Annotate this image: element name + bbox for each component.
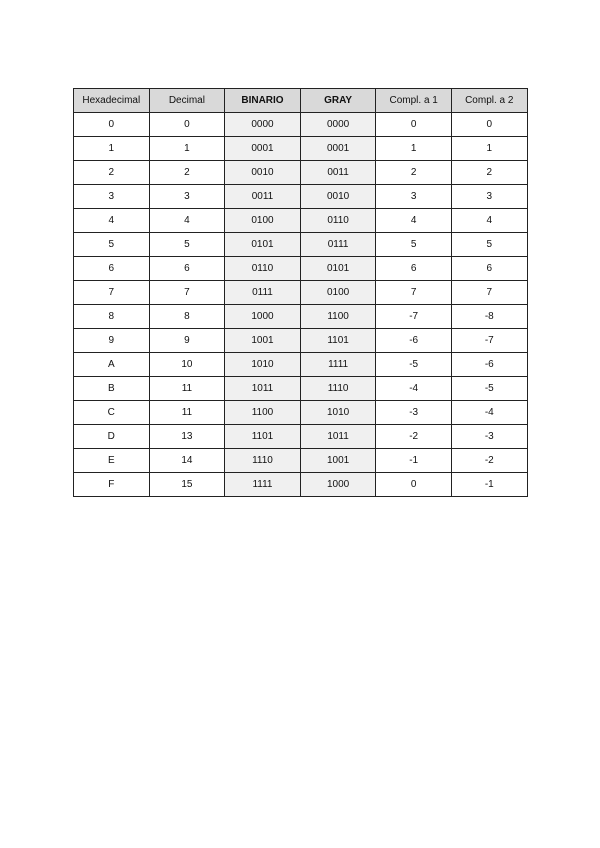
cell-binario: 1011 bbox=[225, 377, 301, 401]
cell-compl-a2: 6 bbox=[451, 257, 527, 281]
cell-binario: 0101 bbox=[225, 233, 301, 257]
cell-gray: 1010 bbox=[300, 401, 376, 425]
cell-hexadecimal: 6 bbox=[74, 257, 150, 281]
cell-decimal: 15 bbox=[149, 473, 225, 497]
table-row bbox=[74, 257, 528, 281]
cell-binario: 1100 bbox=[225, 401, 301, 425]
header-compl-a1: Compl. a 1 bbox=[376, 89, 452, 113]
cell-compl-a1: 6 bbox=[376, 257, 452, 281]
table-row bbox=[74, 329, 528, 353]
cell-decimal: 10 bbox=[149, 353, 225, 377]
cell-binario: 0111 bbox=[225, 281, 301, 305]
cell-gray: 0111 bbox=[300, 233, 376, 257]
cell-compl-a2: -3 bbox=[451, 425, 527, 449]
cell-compl-a1: 3 bbox=[376, 185, 452, 209]
cell-hexadecimal: E bbox=[74, 449, 150, 473]
table-row bbox=[74, 305, 528, 329]
cell-compl-a1: 0 bbox=[376, 473, 452, 497]
cell-gray: 1001 bbox=[300, 449, 376, 473]
cell-hexadecimal: 7 bbox=[74, 281, 150, 305]
cell-binario: 1110 bbox=[225, 449, 301, 473]
cell-gray: 0001 bbox=[300, 137, 376, 161]
cell-compl-a1: 4 bbox=[376, 209, 452, 233]
cell-compl-a2: 5 bbox=[451, 233, 527, 257]
cell-decimal: 3 bbox=[149, 185, 225, 209]
cell-compl-a2: 3 bbox=[451, 185, 527, 209]
cell-decimal: 6 bbox=[149, 257, 225, 281]
number-code-table bbox=[73, 88, 528, 497]
cell-binario: 1001 bbox=[225, 329, 301, 353]
cell-compl-a2: -7 bbox=[451, 329, 527, 353]
cell-compl-a2: -4 bbox=[451, 401, 527, 425]
cell-compl-a2: 7 bbox=[451, 281, 527, 305]
table-row bbox=[74, 425, 528, 449]
cell-gray: 1111 bbox=[300, 353, 376, 377]
table-header bbox=[74, 89, 528, 113]
cell-hexadecimal: 0 bbox=[74, 113, 150, 137]
cell-hexadecimal: D bbox=[74, 425, 150, 449]
cell-hexadecimal: 2 bbox=[74, 161, 150, 185]
cell-binario: 1101 bbox=[225, 425, 301, 449]
table-row bbox=[74, 449, 528, 473]
cell-decimal: 13 bbox=[149, 425, 225, 449]
cell-gray: 1110 bbox=[300, 377, 376, 401]
cell-compl-a2: 0 bbox=[451, 113, 527, 137]
cell-compl-a1: -4 bbox=[376, 377, 452, 401]
cell-compl-a1: 2 bbox=[376, 161, 452, 185]
table-row bbox=[74, 161, 528, 185]
cell-decimal: 11 bbox=[149, 377, 225, 401]
cell-binario: 0100 bbox=[225, 209, 301, 233]
cell-decimal: 14 bbox=[149, 449, 225, 473]
cell-compl-a2: 4 bbox=[451, 209, 527, 233]
cell-gray: 0011 bbox=[300, 161, 376, 185]
cell-decimal: 5 bbox=[149, 233, 225, 257]
cell-compl-a2: 1 bbox=[451, 137, 527, 161]
cell-binario: 0011 bbox=[225, 185, 301, 209]
table-row bbox=[74, 401, 528, 425]
cell-compl-a1: 0 bbox=[376, 113, 452, 137]
cell-gray: 0100 bbox=[300, 281, 376, 305]
cell-hexadecimal: 9 bbox=[74, 329, 150, 353]
cell-compl-a2: -1 bbox=[451, 473, 527, 497]
cell-gray: 0110 bbox=[300, 209, 376, 233]
cell-decimal: 1 bbox=[149, 137, 225, 161]
header-row bbox=[74, 89, 528, 113]
cell-decimal: 7 bbox=[149, 281, 225, 305]
cell-compl-a1: 1 bbox=[376, 137, 452, 161]
cell-binario: 0010 bbox=[225, 161, 301, 185]
table-row bbox=[74, 473, 528, 497]
header-compl-a2: Compl. a 2 bbox=[451, 89, 527, 113]
cell-gray: 0101 bbox=[300, 257, 376, 281]
table-row bbox=[74, 209, 528, 233]
cell-binario: 1000 bbox=[225, 305, 301, 329]
cell-gray: 1000 bbox=[300, 473, 376, 497]
table-body bbox=[74, 113, 528, 497]
cell-compl-a2: 2 bbox=[451, 161, 527, 185]
table-row bbox=[74, 137, 528, 161]
cell-compl-a1: 5 bbox=[376, 233, 452, 257]
cell-gray: 1011 bbox=[300, 425, 376, 449]
table-row bbox=[74, 377, 528, 401]
table-row bbox=[74, 113, 528, 137]
cell-binario: 1010 bbox=[225, 353, 301, 377]
cell-binario: 0001 bbox=[225, 137, 301, 161]
cell-compl-a1: -7 bbox=[376, 305, 452, 329]
cell-decimal: 2 bbox=[149, 161, 225, 185]
cell-decimal: 11 bbox=[149, 401, 225, 425]
cell-compl-a2: -5 bbox=[451, 377, 527, 401]
cell-binario: 1111 bbox=[225, 473, 301, 497]
cell-compl-a1: -1 bbox=[376, 449, 452, 473]
cell-compl-a1: -6 bbox=[376, 329, 452, 353]
cell-compl-a1: 7 bbox=[376, 281, 452, 305]
cell-compl-a1: -5 bbox=[376, 353, 452, 377]
cell-compl-a1: -3 bbox=[376, 401, 452, 425]
table-row bbox=[74, 185, 528, 209]
cell-gray: 1101 bbox=[300, 329, 376, 353]
cell-hexadecimal: 1 bbox=[74, 137, 150, 161]
cell-gray: 1100 bbox=[300, 305, 376, 329]
cell-hexadecimal: 5 bbox=[74, 233, 150, 257]
cell-hexadecimal: 4 bbox=[74, 209, 150, 233]
table-row bbox=[74, 233, 528, 257]
cell-hexadecimal: F bbox=[74, 473, 150, 497]
header-hexadecimal: Hexadecimal bbox=[74, 89, 150, 113]
cell-hexadecimal: A bbox=[74, 353, 150, 377]
cell-decimal: 0 bbox=[149, 113, 225, 137]
cell-compl-a2: -2 bbox=[451, 449, 527, 473]
cell-hexadecimal: B bbox=[74, 377, 150, 401]
cell-binario: 0110 bbox=[225, 257, 301, 281]
cell-decimal: 9 bbox=[149, 329, 225, 353]
cell-hexadecimal: C bbox=[74, 401, 150, 425]
table-row bbox=[74, 281, 528, 305]
header-gray: GRAY bbox=[300, 89, 376, 113]
cell-gray: 0010 bbox=[300, 185, 376, 209]
cell-hexadecimal: 3 bbox=[74, 185, 150, 209]
cell-gray: 0000 bbox=[300, 113, 376, 137]
table-row bbox=[74, 353, 528, 377]
cell-hexadecimal: 8 bbox=[74, 305, 150, 329]
cell-decimal: 8 bbox=[149, 305, 225, 329]
cell-decimal: 4 bbox=[149, 209, 225, 233]
cell-binario: 0000 bbox=[225, 113, 301, 137]
header-decimal: Decimal bbox=[149, 89, 225, 113]
header-binario: BINARIO bbox=[225, 89, 301, 113]
cell-compl-a2: -8 bbox=[451, 305, 527, 329]
cell-compl-a1: -2 bbox=[376, 425, 452, 449]
cell-compl-a2: -6 bbox=[451, 353, 527, 377]
